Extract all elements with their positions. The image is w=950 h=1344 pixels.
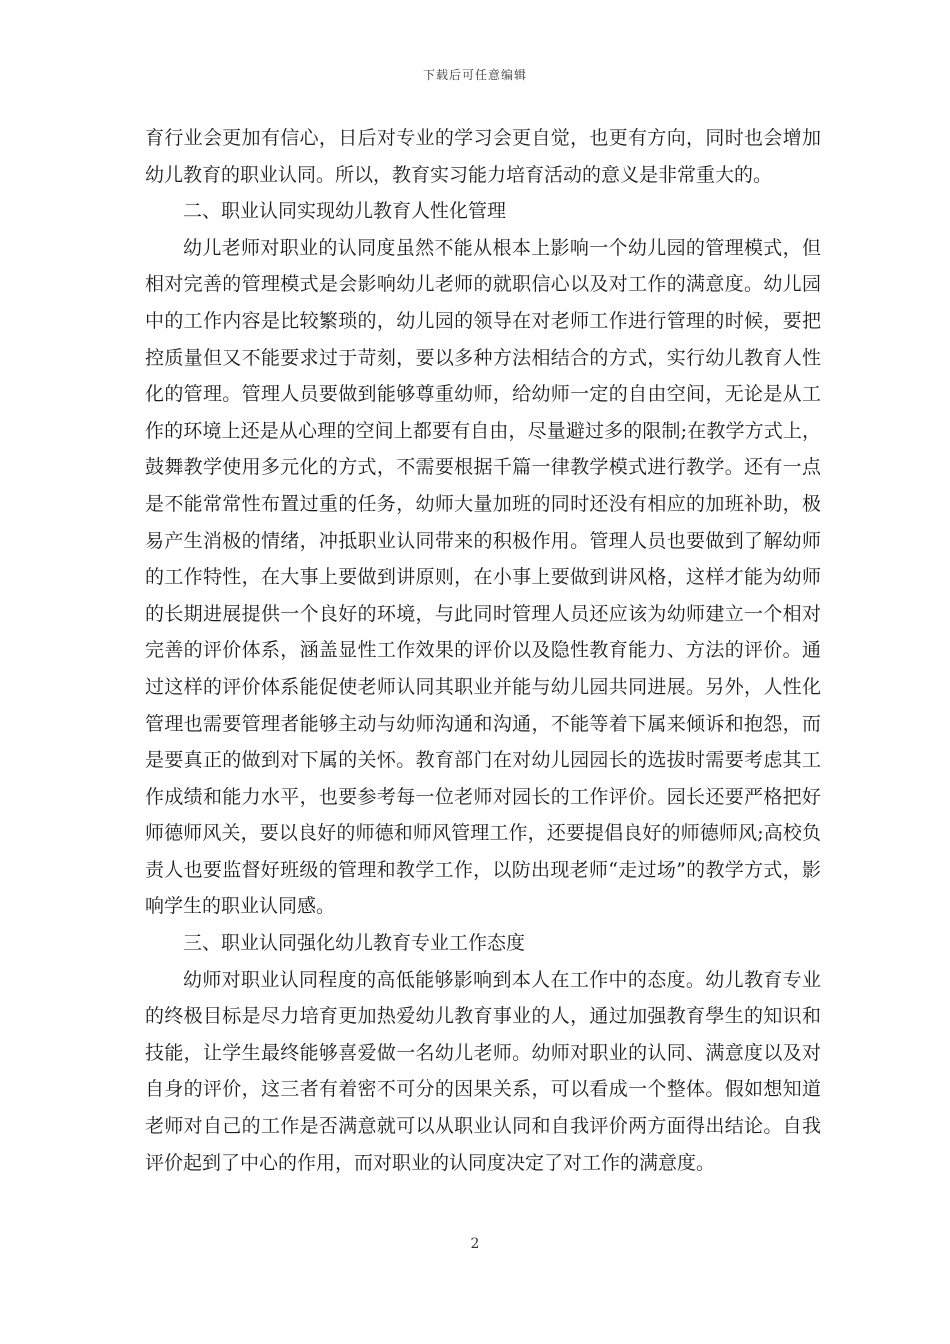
- section-heading-2: 二、职业认同实现幼儿教育人性化管理: [183, 200, 507, 223]
- paragraph-management: 幼儿老师对职业的认同度虽然不能从根本上影响一个幼儿园的管理模式，但相对完善的管理模式是会影响幼儿老师的就职信心以及对工作的满意度。幼儿园中的工作内容是比较繁琐的，幼儿园的领导在对老师工作进行管理的时候，要把控质量但又不能要求过于苛刻，要以多种方法相结合的方式，实行幼儿教育人性化的管理。管理人员要做到能够尊重幼师，给幼师一定的自由空间，无论是从工作的环境上还是从心理的空间上都要有自由，尽量避过多的限制;在教学方式上，鼓舞教学使用多元化的方式，不需要根据千篇一律教学模式进行教学。还有一点是不能常常性布置过重的任务，幼师大量加班的同时还没有相应的加班补助，极易产生消极的情绪，冲抵职业认同带来的积极作用。管理人员也要做到了解幼师的工作特性，在大事上要做到讲原则，在小事上要做到讲风格，这样才能为幼师的长期进展提供一个良好的环境，与此同时管理人员还应该为幼师建立一个相对完善的评价体系，涵盖显性工作效果的评价以及隐性教育能力、方法的评价。通过这样的评价体系能促使老师认同其职业并能与幼儿园共同进展。另外，人性化管理也需要管理者能够主动与幼师沟通和沟通，不能等着下属来倾诉和抱怨，而是要真正的做到对下属的关怀。教育部门在对幼儿园园长的选拔时需要考虑其工作成绩和能力水平，也要参考每一位老师对园长的工作评价。园长还要严格把好师德师风关，要以良好的师德和师风管理工作，还要提倡良好的师德师风;高校负责人也要监督好班级的管理和教学工作，以防出现老师“走过场”的教学方式，影响学生的职业认同感。: [145, 236, 821, 918]
- page-header: 下载后可任意编辑: [422, 68, 527, 82]
- page-number: 2: [470, 1236, 480, 1252]
- paragraph-work-attitude: 幼师对职业认同程度的高低能够影响到本人在工作中的态度。幼儿教育专业的终极目标是尽力培育更加热爱幼儿教育事业的人，通过加强教育學生的知识和技能，让学生最终能够喜爱做一名幼儿老师。幼师对职业的认同、满意度以及对自身的评价，这三者有着密不可分的因果关系，可以看成一个整体。假如想知道老师对自己的工作是否满意就可以从职业认同和自我评价两方面得出结论。自我评价起到了中心的作用，而对职业的认同度决定了对工作的满意度。: [145, 968, 821, 1174]
- section-heading-3: 三、职业认同强化幼儿教育专业工作态度: [183, 932, 526, 955]
- document-body: [145, 120, 821, 1181]
- paragraph-continuation: 育行业会更加有信心，日后对专业的学习会更自觉，也更有方向，同时也会增加幼儿教育的职业认同。所以，教育实习能力培育活动的意义是非常重大的。: [145, 127, 821, 186]
